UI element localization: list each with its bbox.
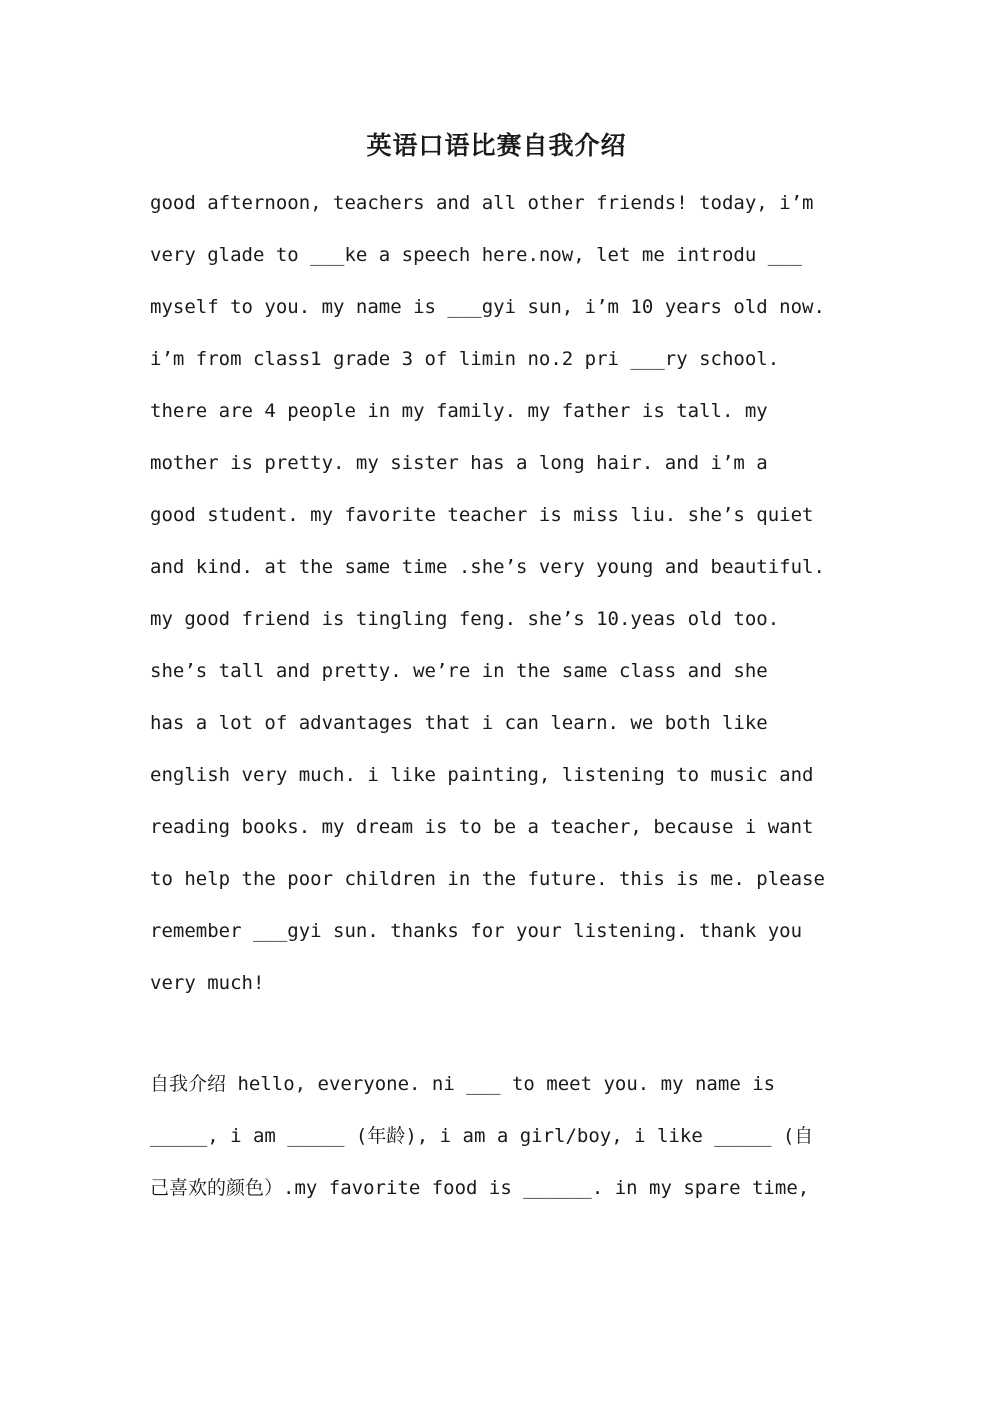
text-line: i’m from class1 grade 3 of limin no.2 pri ___ry school. [150, 348, 780, 370]
text-line: has a lot of advantages that i can learn. we both like [150, 712, 768, 734]
self-intro-template-paragraph [150, 1058, 850, 1214]
text-line: good afternoon, teachers and all other friends! today, i’m [150, 192, 814, 214]
text-line: very much! [150, 972, 265, 994]
text-line: english very much. i like painting, listening to music and [150, 764, 814, 786]
text-line: myself to you. my name is ___gyi sun, i’m 10 years old now. [150, 296, 825, 318]
document-title: 英语口语比赛自我介绍 [366, 131, 627, 160]
text-line: _____, i am _____ (年龄), i am a girl/boy, i like _____ (自 [150, 1125, 814, 1147]
text-line: to help the poor children in the future. this is me. please [150, 868, 825, 890]
text-line: 自我介绍 hello, everyone. ni ___ to meet you. my name is [150, 1073, 776, 1095]
text-line: reading books. my dream is to be a teacher, because i want [150, 816, 814, 838]
text-line: mother is pretty. my sister has a long hair. and i’m a [150, 452, 768, 474]
speech-paragraph [150, 177, 850, 1009]
text-line: there are 4 people in my family. my father is tall. my [150, 400, 768, 422]
text-line: my good friend is tingling feng. she’s 10.yeas old too. [150, 608, 780, 630]
text-line: remember ___gyi sun. thanks for your listening. thank you [150, 920, 803, 942]
text-line: very glade to ___ke a speech here.now, let me introdu ___ [150, 244, 803, 266]
text-line: good student. my favorite teacher is miss liu. she’s quiet [150, 504, 814, 526]
text-line: and kind. at the same time .she’s very young and beautiful. [150, 556, 825, 578]
text-line: she’s tall and pretty. we’re in the same class and she [150, 660, 768, 682]
text-line: 己喜欢的颜色）.my favorite food is ______. in my spare time, [150, 1177, 810, 1199]
